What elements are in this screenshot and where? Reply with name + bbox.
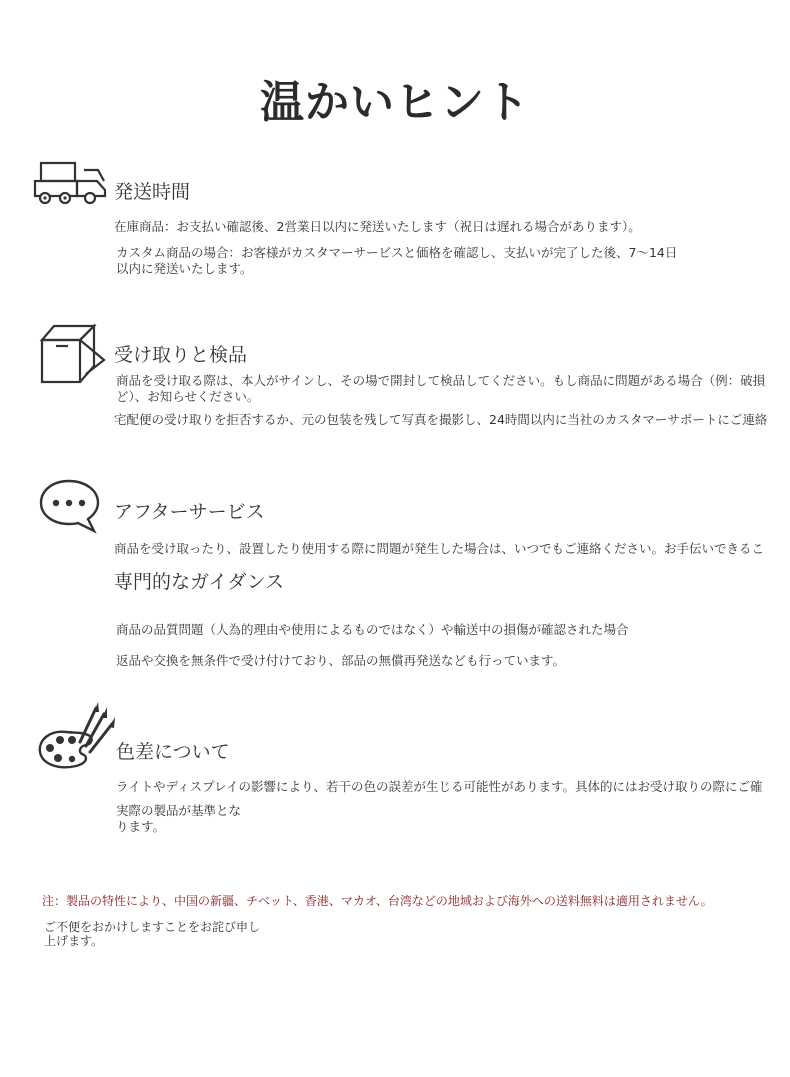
chat-bubble-icon [38,478,102,534]
page-title: 温かいヒント [260,77,530,128]
color-difference-text: ライトやディスプレイの影響により、若干の色の誤差が生じる可能性があります。具体的にはお受け取りの際にご確 [116,779,763,794]
shipping-exclusion-note: 注：製品の特性により、中国の新疆、チベット、香港、マカオ、台湾などの地域および海外への送料無料は適用されません。 [42,894,713,908]
guidance-quality-text: 商品の品質問題（人為的理由や使用によるものではなく）や輸送中の損傷が確認された場合 [116,622,629,637]
after-service-text: 商品を受け取ったり、設置したり使用する際に問題が発生した場合は、いつでもご連絡ください。お手伝いできるこ [114,541,765,556]
box-icon [38,322,110,386]
shipping-custom-text: カスタム商品の場合：お客様がカスタマーサービスと価格を確認し、支払いが完了した後、7〜14日以内に発送いたします。 [116,245,678,276]
section-heading-shipping: 発送時間 [114,181,191,203]
receiving-refusal-text: 宅配便の受け取りを拒否するか、元の包装を残して写真を撮影し、24時間以内に当社のカスタマーサポートにご連絡 [114,412,768,427]
section-heading-color-difference: 色差について [116,741,230,763]
receiving-inspection-text: 商品を受け取る際は、本人がサインし、その場で開封して検品してください。もし商品に問題がある場合（例：破損ど）、お知らせください。 [116,373,766,404]
guidance-return-text: 返品や交換を無条件で受け付けており、部品の無償再発送なども行っています。 [116,653,566,668]
color-difference-standard-text: 実際の製品が基準となります。 [116,803,242,834]
shipping-stock-text: 在庫商品：お支払い確認後、2営業日以内に発送いたします（祝日は遅れる場合があります）。 [114,219,641,234]
truck-icon [32,160,112,206]
subheading-guidance: 専門的なガイダンス [114,571,285,593]
apology-note: ご不便をおかけしますことをお詫び申し上げます。 [44,920,261,948]
section-heading-after-service: アフターサービス [114,501,265,523]
section-heading-receiving: 受け取りと検品 [114,344,248,366]
palette-icon [36,702,116,774]
